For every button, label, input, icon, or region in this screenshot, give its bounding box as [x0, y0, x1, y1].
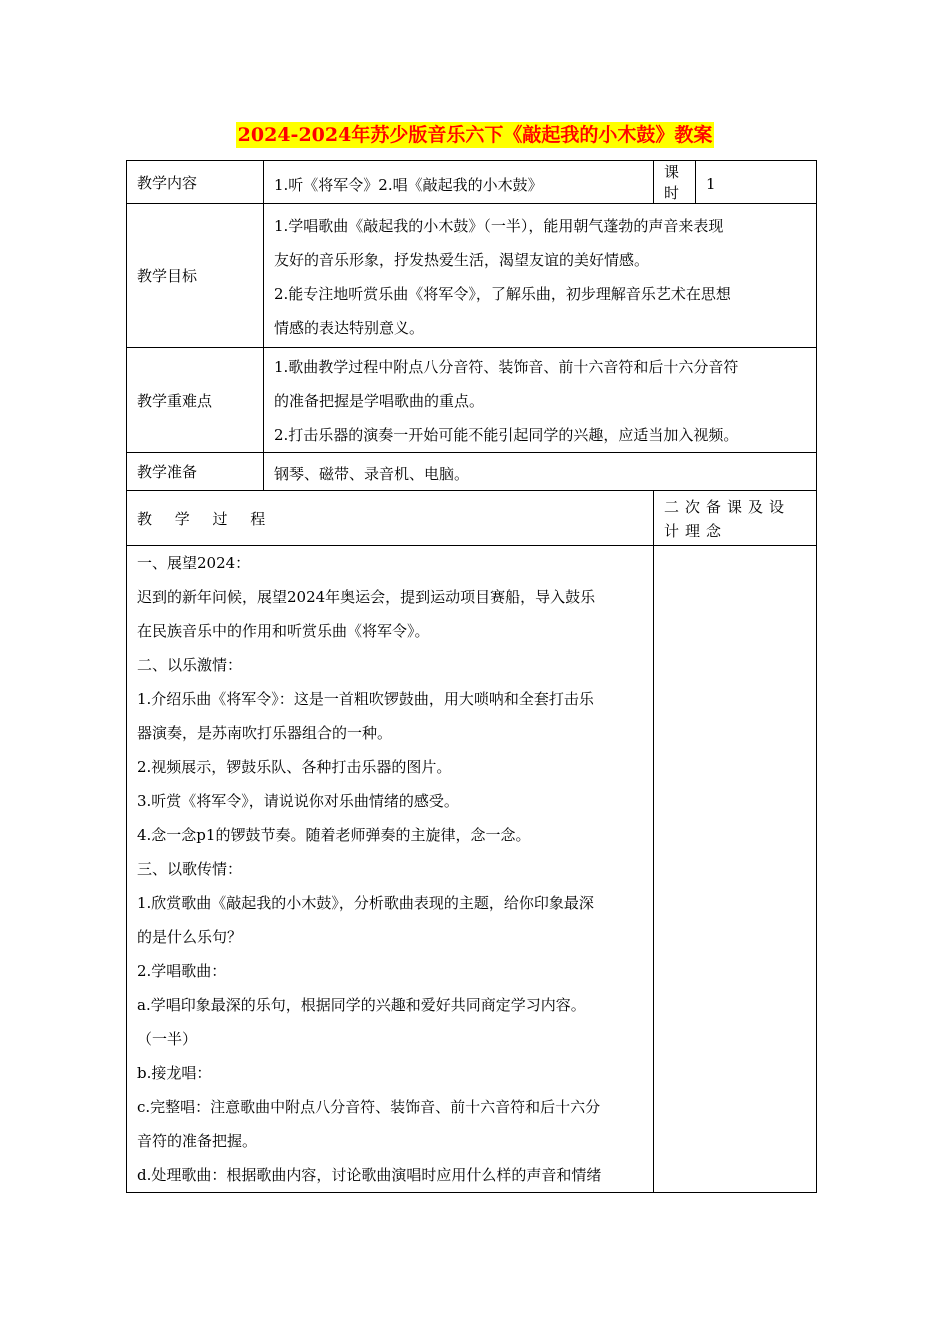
value-period: 1	[696, 161, 817, 204]
lesson-plan-table	[126, 160, 817, 1193]
key-points-line: 的准备把握是学唱歌曲的重点。	[274, 392, 485, 410]
process-line: （一半）	[137, 1030, 198, 1048]
process-line: b.接龙唱：	[137, 1064, 212, 1082]
label-teaching-goals: 教学目标	[127, 204, 264, 348]
process-text	[137, 546, 643, 1192]
row-key-points	[127, 348, 817, 453]
process-line: 3.听赏《将军令》，请说说你对乐曲情绪的感受。	[137, 792, 459, 810]
process-line: 1.欣赏歌曲《敲起我的小木鼓》，分析歌曲表现的主题，给你印象最深	[137, 894, 594, 912]
row-process-body	[127, 546, 817, 1193]
row-preparation	[127, 453, 817, 491]
value-preparation: 钢琴、磁带、录音机、电脑。	[264, 453, 817, 491]
process-line: 二、以乐激情：	[137, 656, 243, 674]
goals-text	[274, 209, 806, 345]
value-teaching-content: 1.听《将军令》2.唱《敲起我的小木鼓》	[264, 161, 654, 204]
key-points-line: 2.打击乐器的演奏一开始可能不能引起同学的兴趣，应适当加入视频。	[274, 426, 739, 444]
process-line: 1.介绍乐曲《将军令》：这是一首粗吹锣鼓曲，用大唢呐和全套打击乐	[137, 690, 594, 708]
row-teaching-goals	[127, 204, 817, 348]
process-line: d.处理歌曲：根据歌曲内容，讨论歌曲演唱时应用什么样的声音和情绪	[137, 1166, 602, 1184]
process-line: 在民族音乐中的作用和听赏乐曲《将军令》。	[137, 622, 430, 640]
row-teaching-content	[127, 161, 817, 204]
label-teaching-process: 教 学 过 程	[127, 491, 654, 546]
goals-line: 友好的音乐形象，抒发热爱生活，渴望友谊的美好情感。	[274, 250, 650, 269]
label-teaching-content: 教学内容	[127, 161, 264, 204]
process-line: 迟到的新年问候，展望2024年奥运会，提到运动项目赛船，导入鼓乐	[137, 588, 596, 606]
process-line: 2.学唱歌曲：	[137, 962, 227, 980]
label-period: 课时	[654, 161, 696, 204]
label-second-prep-notes: 二次备课及设计理念	[654, 491, 817, 546]
key-points-text	[274, 350, 806, 452]
key-points-line: 1.歌曲教学过程中附点八分音符、装饰音、前十六音符和后十六分音符	[274, 358, 739, 376]
goals-line: 情感的表达特别意义。	[274, 318, 425, 337]
document-title: 2024-2024年苏少版音乐六下《敲起我的小木鼓》教案	[237, 124, 713, 146]
process-line: c.完整唱：注意歌曲中附点八分音符、装饰音、前十六音符和后十六分	[137, 1098, 601, 1116]
process-line: 的是什么乐句？	[137, 928, 243, 946]
process-line: a.学唱印象最深的乐句，根据同学的兴趣和爱好共同商定学习内容。	[137, 996, 586, 1014]
row-process-header	[127, 491, 817, 546]
notes-cell	[654, 546, 817, 1193]
process-line: 音符的准备把握。	[137, 1132, 258, 1150]
title-wrap	[0, 122, 950, 148]
process-line: 2.视频展示，锣鼓乐队、各种打击乐器的图片。	[137, 758, 452, 776]
label-key-points: 教学重难点	[127, 348, 264, 453]
process-line: 4.念一念p1的锣鼓节奏。随着老师弹奏的主旋律，念一念。	[137, 826, 531, 844]
process-line: 一、展望2024：	[137, 554, 251, 572]
label-preparation: 教学准备	[127, 453, 264, 491]
goals-line: 1.学唱歌曲《敲起我的小木鼓》（一半），能用朝气蓬勃的声音来表现	[274, 216, 724, 235]
process-line: 三、以歌传情：	[137, 860, 243, 878]
goals-line: 2.能专注地听赏乐曲《将军令》，了解乐曲，初步理解音乐艺术在思想	[274, 284, 731, 303]
process-line: 器演奏，是苏南吹打乐器组合的一种。	[137, 724, 393, 742]
